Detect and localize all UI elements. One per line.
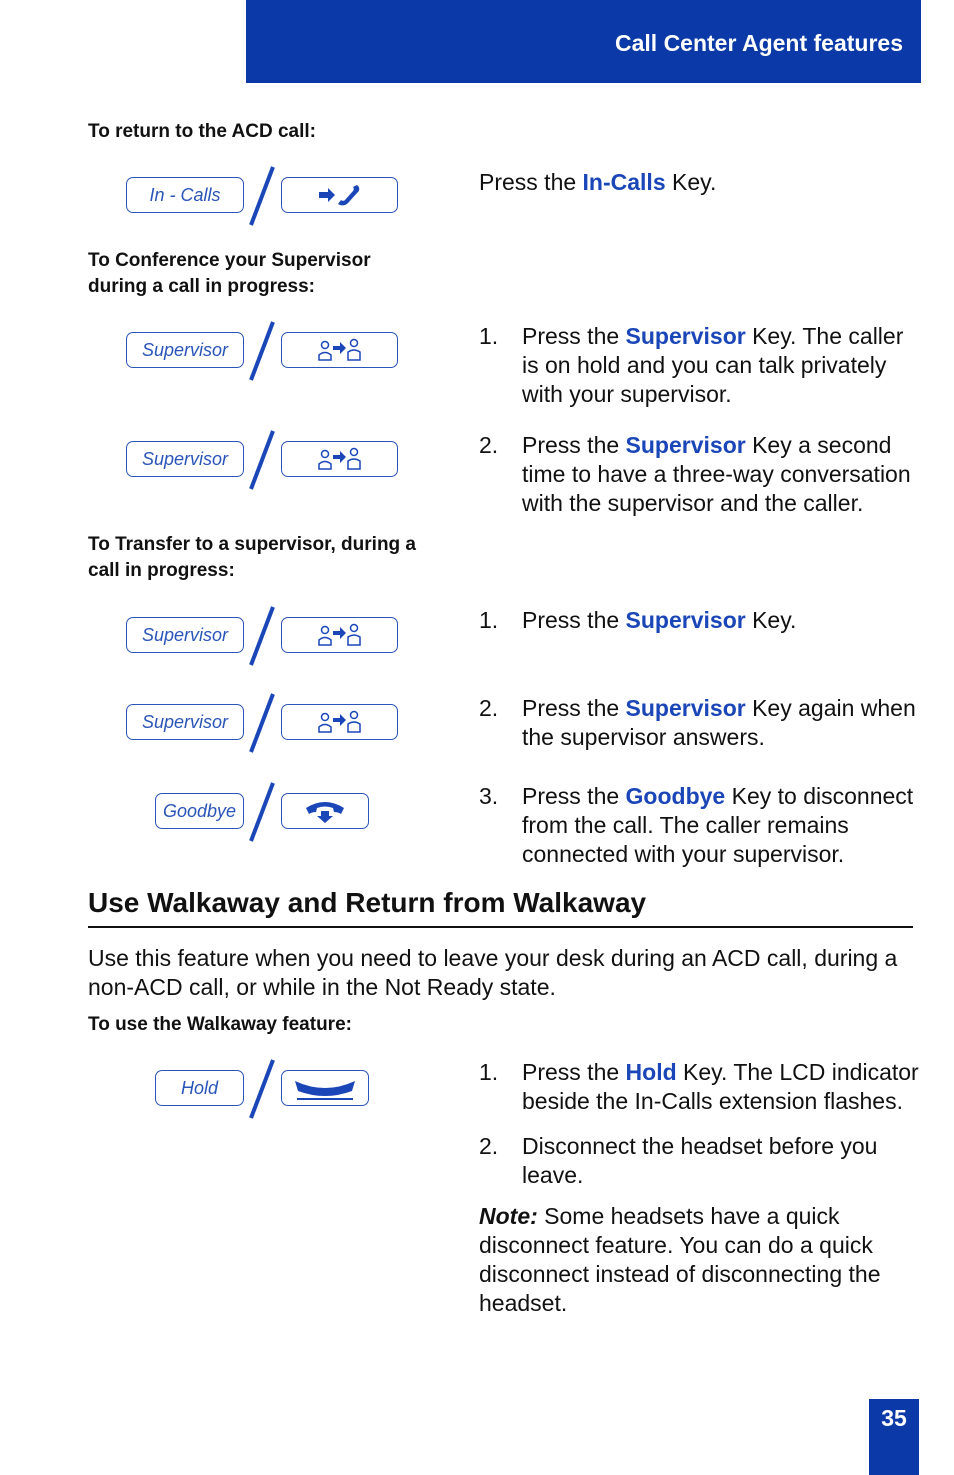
supervisor-icon: [317, 709, 363, 735]
page-number-box: [869, 1399, 919, 1475]
supervisor-key-row-2: [126, 441, 398, 481]
section-title-walkaway: Use Walkaway and Return from Walkaway: [88, 884, 913, 928]
hold-softkey[interactable]: Hold: [155, 1070, 244, 1106]
hold-hardkey[interactable]: [281, 1070, 369, 1106]
supervisor-icon: [317, 622, 363, 648]
walkaway-step-1: 1. Press the Hold Key. The LCD indicator beside the In-Calls extension flashes.: [479, 1059, 919, 1114]
conference-step-2: 2. Press the Supervisor Key a second time to have a three-way conversation with the supervisor and the caller.: [479, 432, 911, 516]
subhead-return-acd: To return to the ACD call:: [88, 121, 316, 142]
supervisor-hardkey[interactable]: [281, 441, 398, 477]
separator-slash-icon: [247, 605, 277, 667]
supervisor-softkey[interactable]: Supervisor: [126, 332, 244, 368]
separator-slash-icon: [247, 320, 277, 382]
walkaway-description: Use this feature when you need to leave your desk during an ACD call, during a non-ACD call, or while in the Not Ready state.: [88, 945, 898, 1000]
walkaway-step-2: 2. Disconnect the headset before you leave.: [479, 1133, 878, 1188]
supervisor-key-row-3: [126, 617, 398, 657]
supervisor-hardkey[interactable]: [281, 617, 398, 653]
supervisor-hardkey[interactable]: [281, 704, 398, 740]
transfer-step-1: 1. Press the Supervisor Key.: [479, 607, 797, 633]
separator-slash-icon: [247, 1058, 277, 1120]
note-label: Note:: [479, 1203, 538, 1229]
walkaway-note: [479, 1202, 899, 1318]
in-calls-key-row: [126, 177, 398, 217]
note-text: Some headsets have a quick disconnect feature. You can do a quick disconnect instead of disconnecting the headset.: [479, 1203, 881, 1316]
supervisor-key-row-4: [126, 704, 398, 744]
supervisor-icon: [317, 337, 363, 363]
supervisor-softkey[interactable]: Supervisor: [126, 617, 244, 653]
header-bar: [246, 0, 921, 83]
header-title: Call Center Agent features: [615, 30, 903, 56]
goodbye-key-row: [155, 793, 369, 833]
goodbye-icon: [302, 798, 348, 824]
goodbye-hardkey[interactable]: [281, 793, 369, 829]
supervisor-softkey[interactable]: Supervisor: [126, 441, 244, 477]
page-number: 35: [881, 1405, 907, 1431]
subhead-conference: To Conference your Supervisor during a call in progress:: [88, 250, 371, 297]
hold-icon: [289, 1073, 361, 1103]
supervisor-hardkey[interactable]: [281, 332, 398, 368]
separator-slash-icon: [247, 165, 277, 227]
in-calls-softkey[interactable]: In - Calls: [126, 177, 244, 213]
goodbye-softkey[interactable]: Goodbye: [155, 793, 244, 829]
subhead-walkaway: To use the Walkaway feature:: [88, 1014, 352, 1035]
in-calls-hardkey[interactable]: [281, 177, 398, 213]
transfer-step-3: 3. Press the Goodbye Key to disconnect from the call. The caller remains connected with your supervisor.: [479, 783, 914, 867]
conference-step-1: 1. Press the Supervisor Key. The caller is on hold and you can talk privately with your supervisor.: [479, 323, 904, 407]
separator-slash-icon: [247, 781, 277, 843]
in-calls-instruction: Press the In-Calls Key.: [479, 169, 717, 195]
subhead-transfer: To Transfer to a supervisor, during a call in progress:: [88, 534, 417, 581]
transfer-step-2: 2. Press the Supervisor Key again when the supervisor answers.: [479, 695, 916, 750]
supervisor-softkey[interactable]: Supervisor: [126, 704, 244, 740]
supervisor-icon: [317, 446, 363, 472]
hold-key-row: [155, 1070, 369, 1110]
supervisor-key-row-1: [126, 332, 398, 372]
separator-slash-icon: [247, 429, 277, 491]
in-calls-keyword: In-Calls: [582, 169, 666, 195]
separator-slash-icon: [247, 692, 277, 754]
in-calls-icon: [317, 182, 363, 208]
